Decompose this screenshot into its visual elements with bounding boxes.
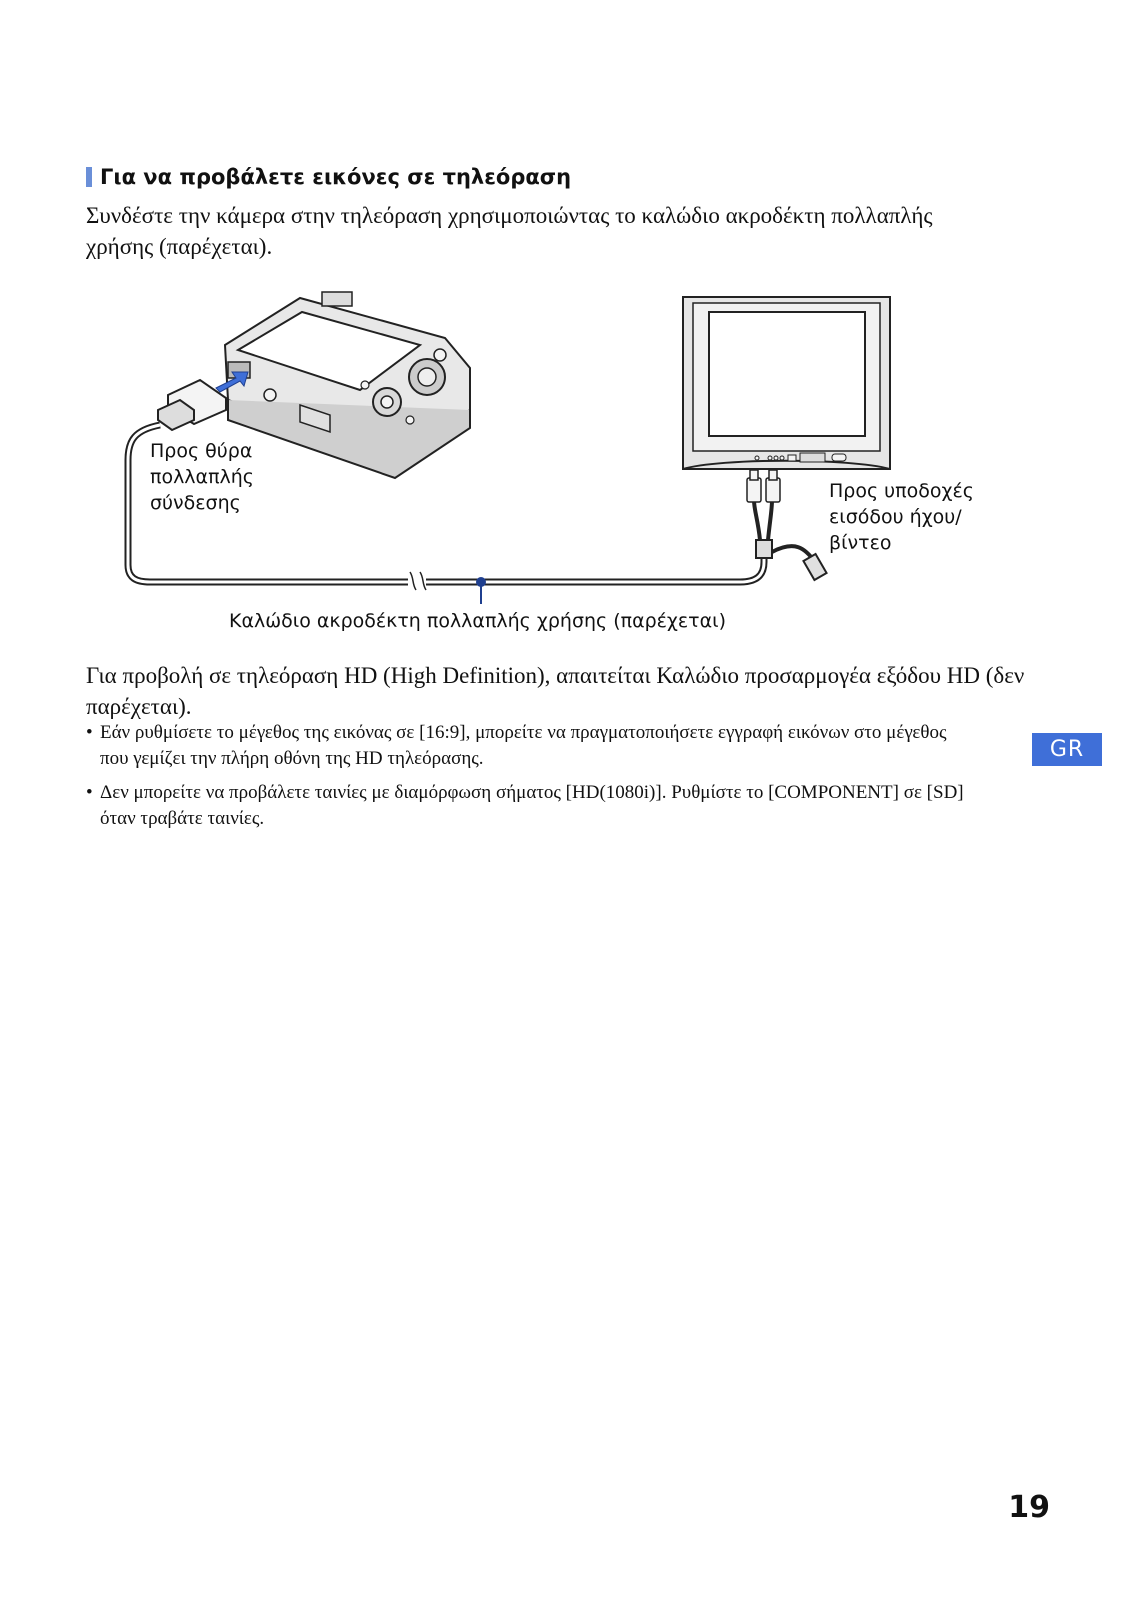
list-item: • Εάν ρυθμίσετε το μέγεθος της εικόνας σε [16:9], μπορείτε να πραγματοποιήσετε εγγραφή εικόνων στο μέγεθος που γεμίζει την πλήρη οθόνη της HD τηλεόρασης.: [86, 720, 966, 772]
label-multi-port-line: πολλαπλής: [150, 466, 254, 488]
intro-paragraph: Συνδέστε την κάμερα στην τηλεόραση χρησιμοποιώντας το καλώδιο ακροδέκτη πολλαπλής χρήσης (παρέχεται).: [86, 203, 933, 259]
rca-plugs: [747, 470, 780, 502]
camera-illustration: [225, 292, 470, 478]
label-av-inputs: [829, 478, 974, 556]
label-multi-port: [150, 438, 254, 516]
label-av-inputs-line: βίντεο: [829, 532, 892, 554]
hd-note-paragraph: Για προβολή σε τηλεόραση HD (High Definition), απαιτείται Καλώδιο προσαρμογέα εξόδου HD (δεν παρέχεται).: [86, 663, 1025, 719]
notes-list: [86, 720, 966, 840]
section-title: Για να προβάλετε εικόνες σε τηλεόραση: [100, 165, 572, 189]
language-tab: GR: [1032, 733, 1102, 766]
label-av-inputs-line: εισόδου ήχου/: [829, 506, 962, 528]
diagram-illustration: [0, 0, 1126, 660]
multi-connector-plug: [158, 380, 226, 430]
list-item: • Δεν μπορείτε να προβάλετε ταινίες με διαμόρφωση σήματος [HD(1080i)]. Ρυθμίστε το [COMPONENT] σε [SD] όταν τραβάτε ταινίες.: [86, 780, 966, 832]
connection-diagram: [0, 0, 1126, 660]
page-number: 19: [1008, 1490, 1050, 1525]
label-av-inputs-line: Προς υποδοχές: [829, 480, 974, 502]
cable-callout-dot: [476, 577, 486, 587]
tv-illustration: [683, 297, 890, 469]
label-cable: Καλώδιο ακροδέκτη πολλαπλής χρήσης (παρέχεται): [229, 610, 726, 632]
label-multi-port-line: σύνδεσης: [150, 492, 241, 514]
label-multi-port-line: Προς θύρα: [150, 440, 253, 462]
